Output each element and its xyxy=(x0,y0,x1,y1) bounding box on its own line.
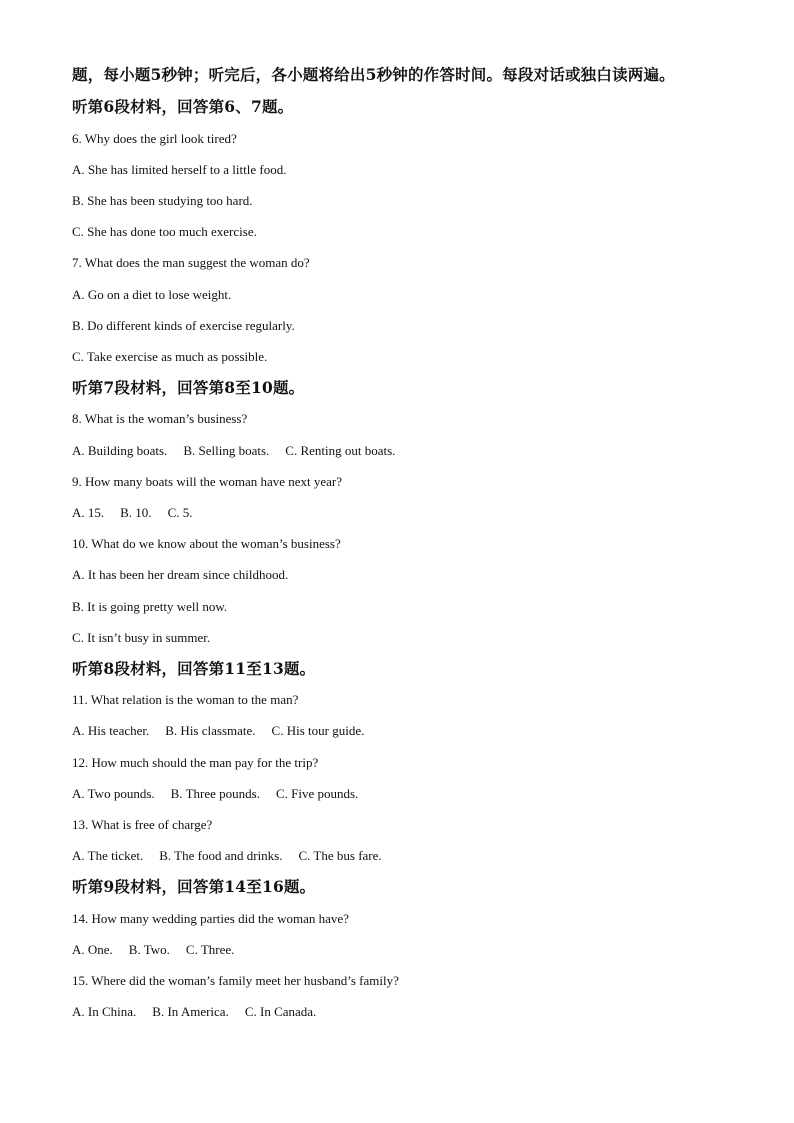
answer-option: C. The bus fare. xyxy=(298,848,382,863)
section-heading: 听第9段材料，回答第14至16题。 xyxy=(72,877,316,896)
section-heading: 听第7段材料，回答第8至10题。 xyxy=(72,378,305,397)
answer-options-row xyxy=(72,785,754,803)
answer-option: B. Three pounds. xyxy=(170,786,260,801)
answer-option: A. In China. xyxy=(72,1004,137,1019)
answer-options-row xyxy=(72,941,754,959)
answer-option: A. 15. xyxy=(72,505,105,520)
answer-option: C. His tour guide. xyxy=(271,723,365,738)
question-text: 15. Where did the woman’s family meet her husband’s family? xyxy=(72,973,399,988)
answer-options-row xyxy=(72,442,754,460)
question-text: 9. How many boats will the woman have next year? xyxy=(72,474,343,489)
answer-option: B. Selling boats. xyxy=(183,443,270,458)
answer-option: B. The food and drinks. xyxy=(159,848,283,863)
answer-option: C. In Canada. xyxy=(244,1004,317,1019)
answer-option: B. Do different kinds of exercise regularly. xyxy=(72,318,295,333)
answer-option: A. His teacher. xyxy=(72,723,150,738)
answer-option: C. Renting out boats. xyxy=(285,443,396,458)
answer-option: C. She has done too much exercise. xyxy=(72,224,257,239)
question-text: 11. What relation is the woman to the man? xyxy=(72,692,299,707)
section-heading: 听第6段材料，回答第6、7题。 xyxy=(72,97,294,116)
question-text: 10. What do we know about the woman’s business? xyxy=(72,536,341,551)
answer-option: B. Two. xyxy=(128,942,170,957)
answer-option: C. 5. xyxy=(167,505,193,520)
answer-option: B. It is going pretty well now. xyxy=(72,599,228,614)
answer-option: A. It has been her dream since childhood. xyxy=(72,567,289,582)
question-text: 13. What is free of charge? xyxy=(72,817,213,832)
answer-option: A. Go on a diet to lose weight. xyxy=(72,287,232,302)
answer-option: C. Three. xyxy=(185,942,235,957)
answer-option: A. Two pounds. xyxy=(72,786,155,801)
answer-option: C. Five pounds. xyxy=(275,786,359,801)
answer-options-row xyxy=(72,1003,754,1021)
answer-option: A. The ticket. xyxy=(72,848,144,863)
question-text: 14. How many wedding parties did the woman have? xyxy=(72,911,349,926)
instructions-text: 题，每小题5秒钟；听完后，各小题将给出5秒钟的作答时间。每段对话或独白读两遍。 xyxy=(72,65,675,84)
answer-options-row xyxy=(72,847,754,865)
question-text: 8. What is the woman’s business? xyxy=(72,411,248,426)
answer-option: B. 10. xyxy=(120,505,152,520)
question-text: 6. Why does the girl look tired? xyxy=(72,131,237,146)
answer-option: A. One. xyxy=(72,942,113,957)
question-text: 12. How much should the man pay for the trip? xyxy=(72,755,319,770)
answer-options-row xyxy=(72,504,754,522)
answer-option: B. In America. xyxy=(152,1004,229,1019)
answer-option: A. Building boats. xyxy=(72,443,168,458)
answer-option: B. His classmate. xyxy=(165,723,256,738)
answer-option: C. Take exercise as much as possible. xyxy=(72,349,268,364)
question-text: 7. What does the man suggest the woman do? xyxy=(72,255,310,270)
answer-option: B. She has been studying too hard. xyxy=(72,193,253,208)
section-heading: 听第8段材料，回答第11至13题。 xyxy=(72,659,316,678)
answer-option: A. She has limited herself to a little food. xyxy=(72,162,287,177)
answer-option: C. It isn’t busy in summer. xyxy=(72,630,211,645)
answer-options-row xyxy=(72,722,754,740)
